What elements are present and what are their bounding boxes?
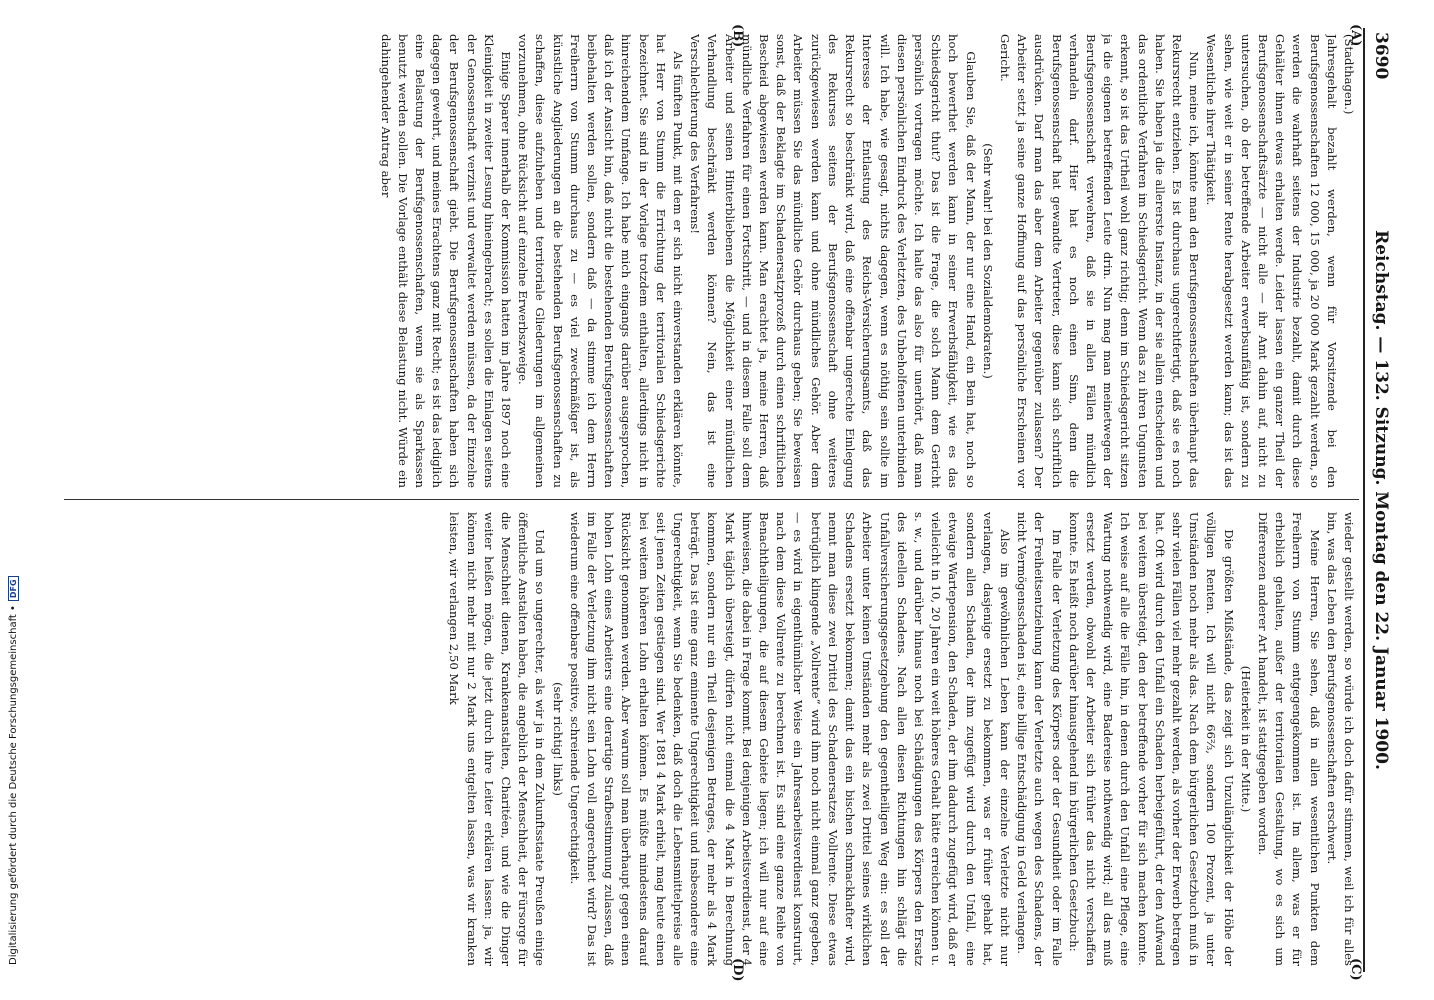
page-number: 3690 (1371, 32, 1391, 80)
paragraph: Einige Sparer innerhalb der Kommission hatten im Jahre 1897 noch eine Kleinigkeit in zweiter Lesung hineingebracht; es sollen die Einlagen seitens der Genossenschaft verzinst und verwaltet werden müssen, da der Einzelne der Berufsgenossenschaft giebt. Die Berufsgenossenschaften haben sich dagegen gewehrt, und meines Erachtens ganz mit Recht; es ist das lediglich eine Belastung der Berufsgenossenschaften, wenn sie als Sparkassen benutzt werden sollen. Die Vorlage enthält diese Belastung nicht. Würde ein dahingehender Antrag aber (378, 34, 514, 488)
right-column (67, 512, 1357, 966)
page-header (1363, 28, 1395, 972)
paragraph: Die größten Mißstände, das zeigt sich Unzulänglichkeit der Höhe der völligen Renten. Ich will nicht 66⅔, sondern 100 Prozent, ja unter Umständen noch mehr als das. Nach dem bürgerlichen Gesetzbuch muß in sehr vielen Fällen viel mehr gezahlt werden, als vorher der Erwerb betragen hat. Oft wird durch den Unfall ein Schaden herbeigeführt, der den Aufwand bei weitem übersteigt, den der betreffende vorher für sich machen konnte. Ich weise auf alle die Fälle hin, in denen durch den Unfall eine Pflege, eine Wartung nothwendig wird, eine Badereise nothwendig wird; all das muß ersetzt werden, obwohl der Arbeiter sich früher das nicht verschaffen konnte. Es heißt noch darüber hinausgehend im bürgerlichen Gesetzbuch: (1066, 512, 1236, 966)
rotated-document-page (55, 24, 1395, 982)
interjection: (sehr richtig! links) (550, 682, 565, 796)
paragraph: wieder gestellt werden, so würde ich doch dafür stimmen, weil ich für alles bin, was das Leben den Berufsgenossenschaften erschwert. (1324, 512, 1356, 966)
paragraph: Glauben Sie, daß der Mann, der nur eine Hand, ein Bein hat, noch so hoch bewerthet werden kann in seiner Erwerbsfähigkeit, wie es das Schiedsgericht thut? Das ist die Frage, die solch Mann dem Gericht persönlich vortragen möchte. Ich halte das also für unerhört, daß man diesen persönlichen Eindruck des Verletzten, des Unbeholfenen unterbinden will. Ich habe, wie gesagt, nichts dagegen, wenn es nöthig sein sollte im Interesse der Entlastung des Reichs-Versicherungsamts, daß das Rekursrecht so beschränkt wird, daß eine offenbar ungerechte Einlegung des Rekurses seitens der Berufsgenossenschaft ohne weiteres zurückgewiesen werden kann und ohne mündliches Gehör. Aber dem Arbeiter müssen Sie das mündliche Gehör durchaus geben; Sie beweisen sonst, daß der Beklagte im Schadenersatzprozeß durch einen schriftlichen Bescheid abgewiesen werden kann. Man erachtet ja, meine Herren, daß mündliche Verfahren für einen Fortschritt, — und in diesem Falle soll dem Arbeiter und seinen Hinterbliebenen die Möglichkeit einer mündlichen Verhandlung beschränkt werden können? Nein, das ist eine Verschlechterung des Verfahrens! (688, 34, 978, 488)
margin-marker-a: (A) (1348, 24, 1363, 47)
speaker-name: (Stadthagen.) (1342, 34, 1356, 115)
interjection: (Sehr wahr! bei den Sozialdemokraten.) (980, 143, 995, 379)
paragraph: Meine Herren, Sie sehen, daß in allen wesentlichen Punkten dem Freiherrn von Stumm entgegengekommen ist. Im allem, was er für erheblich gehalten, außer der territorialen Gestaltung, wo es sich um Differenzen anderer Art handelt, ist stattgegeben worden. (1255, 512, 1322, 966)
left-column (67, 34, 1357, 488)
paragraph: Also im gewöhnlichen Leben kann der einzelne Verletzte nicht nur verlangen, dasjenige ersetzt zu bekommen, was er früher gehabt hat, sondern allen Schaden, der ihm zugefügt wird durch den Unfall, eine etwaige Wartepension, den Schaden, der ihm dadurch zugefügt wird, daß er vielleicht in 10, 20 Jahren ein weit höheres Gehalt hätte erreichen können u. s. w., und darüber hinaus noch bei Schädigungen des Körpers den Ersatz des ideellen Schadens. Nach allen diesen Richtungen hin schlägt die Unfallversicherungsgesetzgebung den gegentheiligen Weg ein: es soll der Arbeiter unter keinen Umständen mehr als zwei Drittel seines wirklichen Schadens ersetzt bekommen; damit das ein bischen schmackhafter wird, nennt man diese zwei Drittel des Schadenersatzes Vollrente. Diese etwas betrüglich klingende „Vollrente“ wird ihm noch nicht einmal ganz gegeben, — es wird in eigenthümlicher Weise ein Jahresarbeitsverdienst konstruirt, nach dem diese Vollrente zu berechnen ist. Es sind eine ganze Reihe von Benachtheiligungen, die auf diesem Gebiete liegen; ich will nur auf eine hinweisen, die dabei in Frage kommt. Bei denjenigen Arbeitsverdienst, der 4 Mark täglich übersteigt, dürfen nicht einmal die 4 Mark in Berechnung kommen, sondern nur ein Theil desjenigen Betrages, der mehr als 4 Mark beträgt. Das ist eine ganz eminente Ungerechtigkeit und insbesondere eine Ungerechtigkeit, wenn Sie bedenken, daß doch die Lebensmittelpreise alle seit jenen Zeiten gestiegen sind. Wer 1881 4 Mark erhielt, mag heute einen bei weitem höheren Lohn erhalten können. Es müßte mindestens darauf Rücksicht genommen werden. Aber warum soll man überhaupt gegen einen hohen Lohn eines Arbeiters eine derartige Strafbestimmung zulassen, daß im Falle der Verletzung ihm nicht sein Lohn voll angerechnet wird? Das ist wiederum eine offenbare positive, schreiende Ungerechtigkeit. (567, 512, 1012, 966)
paragraph: Nun, meine ich, könnte man den Berufsgenossenschaften überhaupt das Rekursrecht entziehen. Es ist durchaus ungerechtfertigt, daß sie es noch haben. Sie haben ja die allererste Instanz, in der sie allein entscheiden und das ordentliche Verfahren im Schiedsgericht. Wenn das zu ihren Ungunsten erkennt, so ist das Urtheil wohl ganz richtig; denn im Schiedsgericht sitzen ja die eigenen betreffenden Leute drin. Nun mag man meinetwegen der Berufsgenossenschaft verwehren, daß sie in allen Fällen mündlich verhandeln darf. Hier hat es noch einen Sinn, denn die Berufsgenossenschaft hat gewandte Vertreter, diese kann sich schriftlich ausdrücken. Darf man das aber dem Arbeiter gegenüber zulassen? Der Arbeiter setzt ja seine ganze Hoffnung auf das persönliche Erscheinen vor Gericht. (997, 34, 1202, 488)
digitization-credit (8, 0, 22, 965)
margin-marker-c: (C) (1348, 958, 1363, 981)
margin-marker-d: (D) (730, 958, 745, 982)
quote-paragraph: Im Falle der Verletzung des Körpers oder der Gesundheit oder im Falle der Freiheitsentziehung kann der Verletzte auch wegen des Schadens, der nicht Vermögensschaden ist, eine billige Entschädigung in Geld verlangen. (1015, 512, 1064, 966)
page-title: Reichstag. — 132. Sitzung. Montag den 22. Januar 1900. (1371, 230, 1391, 770)
dfg-logo: DFG (8, 576, 19, 601)
column-divider (64, 499, 1359, 500)
margin-marker-b: (B) (730, 24, 745, 48)
interjection: (Heiterkeit in der Mitte.) (1238, 665, 1253, 813)
paragraph: Als fünften Punkt, mit dem er sich nicht einverstanden erklären könnte, hat Herr von Stumm die Errichtung der territorialen Schiedsgerichte bezeichnet. Sie sind in der Vorlage trotzdem enthalten, allerdings nicht in hinreichendem Umfange. Ich habe mich eingangs darüber ausgesprochen, daß ich der Ansicht bin, daß nicht die bestehenden Berufsgenossenschaften beibehalten werden sollen, sondern daß — da stimme ich dem Herrn Freiherrn von Stumm durchaus zu — es viel zweckmäßiger ist, als künstliche Angliederungen an die bestehenden Berufsgenossenschaften zu schaffen, diese aufzuheben und territoriale Gliederungen im allgemeinen vorzunehmen, ohne Rücksicht auf einzelne Erwerbszweige. (516, 34, 686, 488)
credit-text: Digitalisierung gefördert durch die Deutsche Forschungsgemeinschaft • (8, 605, 19, 965)
paragraph: Jahresgehalt bezahlt werden, wenn für Vorsitzende bei den Berufsgenossenschaften 12 000, 15 000, ja 20 000 Mark gezahlt werden, so werden die wahrhaft seitens der Industrie bezahlt, damit durch diese Gehälter ihnen etwas erhalten werde. Leider lassen ein ganzer Theil der Berufsgenossenschaftsärzte — nicht alle — ihr Amt dahin auf, nicht zu untersuchen, ob der betreffende Arbeiter erwerbsunfähig ist, sondern zu sehen, wie weit er in seiner Rente herabgesetzt werden kann; das ist das Wesentliche ihrer Thätigkeit. (1204, 34, 1339, 488)
paragraph: Und um so ungerechter, als wir ja in dem Zukunftsstaate Preußen einige öffentliche Anstalten haben, die angeblich der Menschheit, der Fürsorge für die Menschheit dienen, Krankenanstalten, Charitéen, und wie die Dinger weiter heißen mögen, die jetzt durch ihre Leiter erklären lassen: ja, wir können nicht mehr mit nur 2 Mark uns entgelten lassen, was wir kranken leisten, wir verlangen 2,50 Mark (447, 512, 548, 966)
